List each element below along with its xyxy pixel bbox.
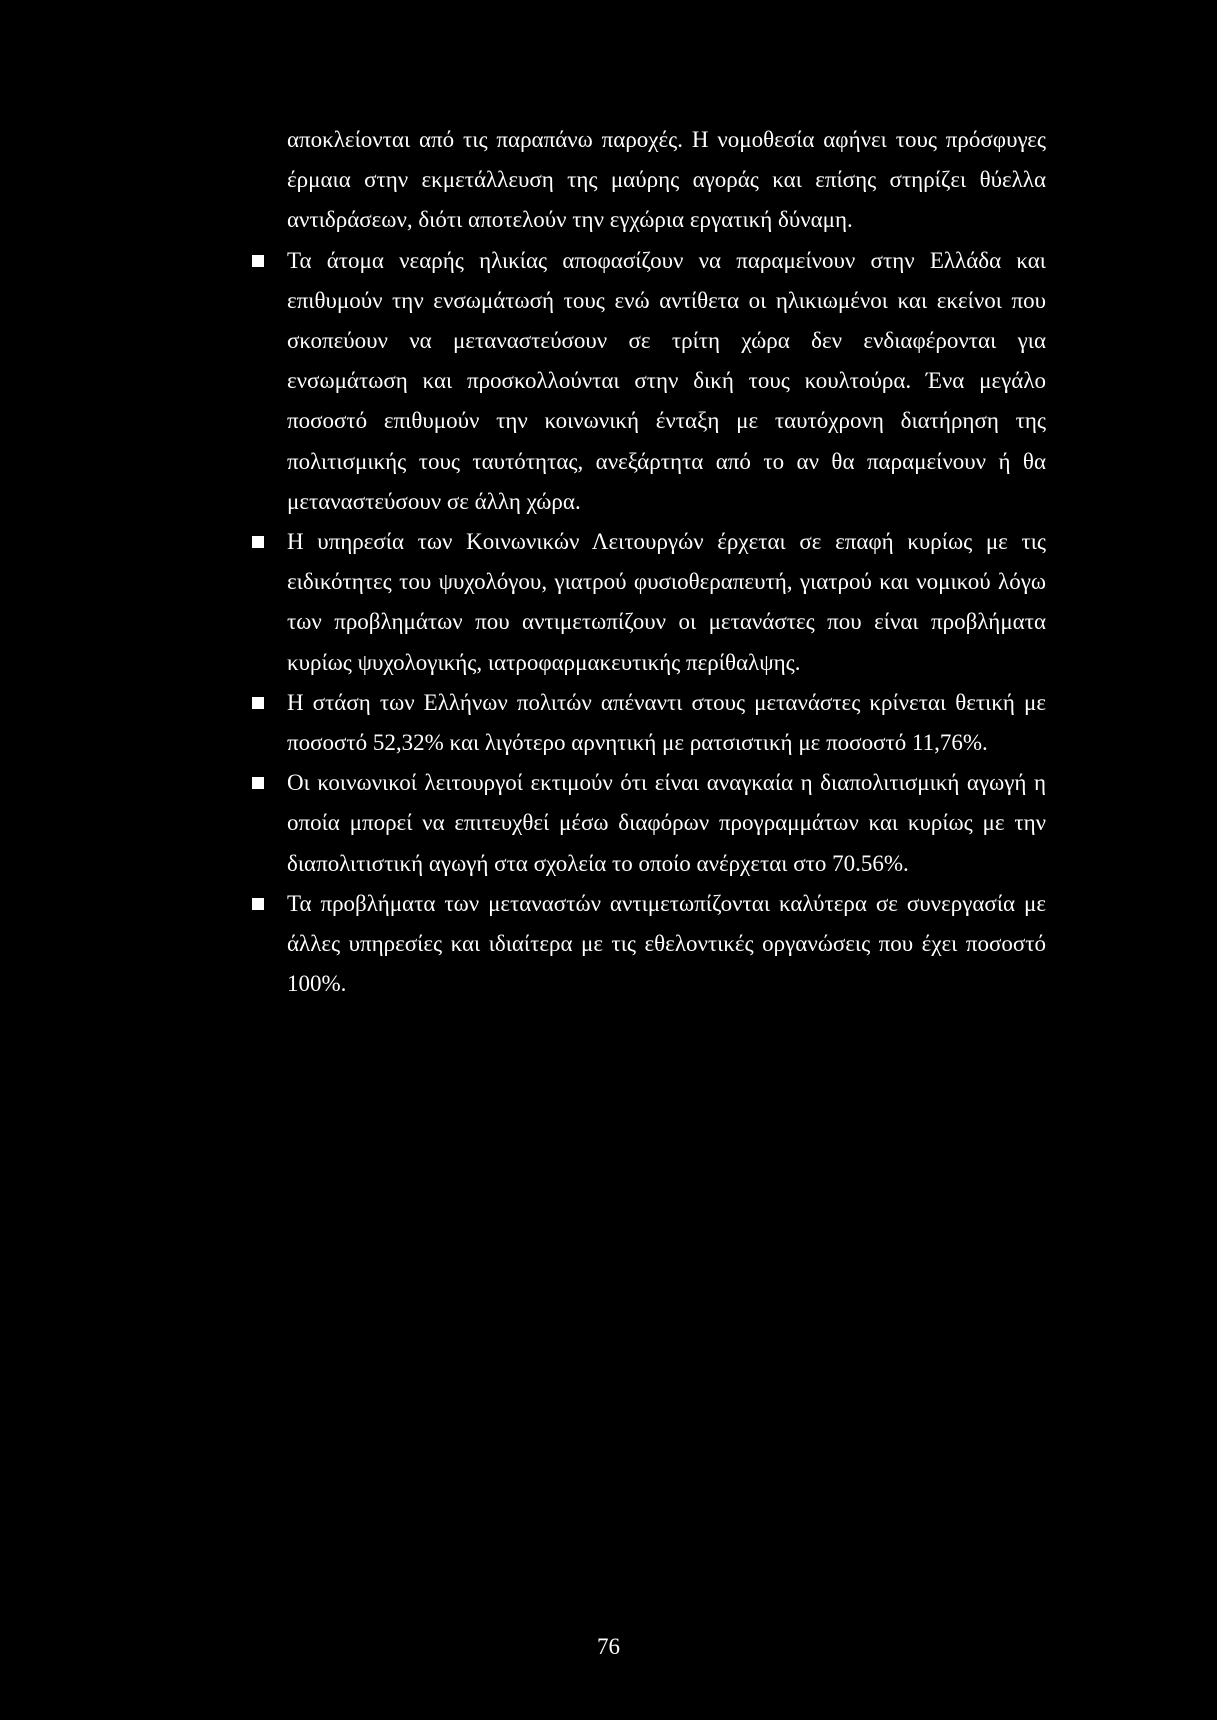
square-bullet-icon (252, 777, 264, 789)
bullet-text: Τα άτομα νεαρής ηλικίας αποφασίζουν να παραμείνουν στην Ελλάδα και επιθυμούν την ενσωμάτωσή τους ενώ αντίθετα οι ηλικιωμένοι και εκείνοι που σκοπεύουν να μεταναστεύσουν σε τρίτη χώρα δεν ενδιαφέρονται για ενσωμάτωση και προσκολλούνται στην δική τους κουλτούρα. Ένα μεγάλο ποσοστό επιθυμούν την κοινωνική ένταξη με ταυτόχρονη διατήρηση της πολιτισμικής τους ταυτότητας, ανεξάρτητα από το αν θα παραμείνουν ή θα μεταναστεύσουν σε άλλη χώρα. (287, 247, 1046, 514)
bullet-text: Τα προβλήματα των μεταναστών αντιμετωπίζονται καλύτερα σε συνεργασία με άλλες υπηρεσίες και ιδιαίτερα με τις εθελοντικές οργανώσεις που έχει ποσοστό 100%. (287, 890, 1046, 997)
square-bullet-icon (252, 255, 264, 267)
bullet-item-5 (287, 884, 1046, 1005)
page-number: 76 (597, 1634, 620, 1659)
bullet-text: Οι κοινωνικοί λειτουργοί εκτιμούν ότι είναι αναγκαία η διαπολιτισμική αγωγή η οποία μπορεί να επιτευχθεί μέσω διαφόρων προγραμμάτων και κυρίως με την διαπολιτιστική αγωγή στα σχολεία το οποίο ανέρχεται στο 70.56%. (287, 770, 1046, 876)
intro-paragraph: αποκλείονται από τις παραπάνω παροχές. Η νομοθεσία αφήνει τους πρόσφυγες έρμαια στην εκμετάλλευση της μαύρης αγοράς και επίσης στηρίζει θύελλα αντιδράσεων, διότι αποτελούν την εγχώρια εργατική δύναμη. (287, 127, 1046, 233)
square-bullet-icon (252, 536, 264, 548)
document-body (287, 120, 1046, 1004)
square-bullet-icon (252, 697, 264, 709)
bullet-item-3 (287, 683, 1046, 763)
bullet-item-1 (287, 241, 1046, 522)
bullet-text: Η στάση των Ελλήνων πολιτών απέναντι στους μετανάστες κρίνεται θετική με ποσοστό 52,32% και λιγότερο αρνητική με ρατσιστική με ποσοστό 11,76%. (287, 689, 1046, 756)
bullet-item-2 (287, 522, 1046, 683)
square-bullet-icon (252, 898, 264, 910)
bullet-text: Η υπηρεσία των Κοινωνικών Λειτουργών έρχεται σε επαφή κυρίως με τις ειδικότητες του ψυχολόγου, γιατρού φυσιοθεραπευτή, γιατρού και νομικού λόγω των προβλημάτων που αντιμετωπίζουν οι μετανάστες που είναι προβλήματα κυρίως ψυχολογικής, ιατροφαρμακευτικής περίθαλψης. (287, 529, 1046, 675)
bullet-item-4 (287, 763, 1046, 884)
bullet-list (287, 241, 1046, 1005)
